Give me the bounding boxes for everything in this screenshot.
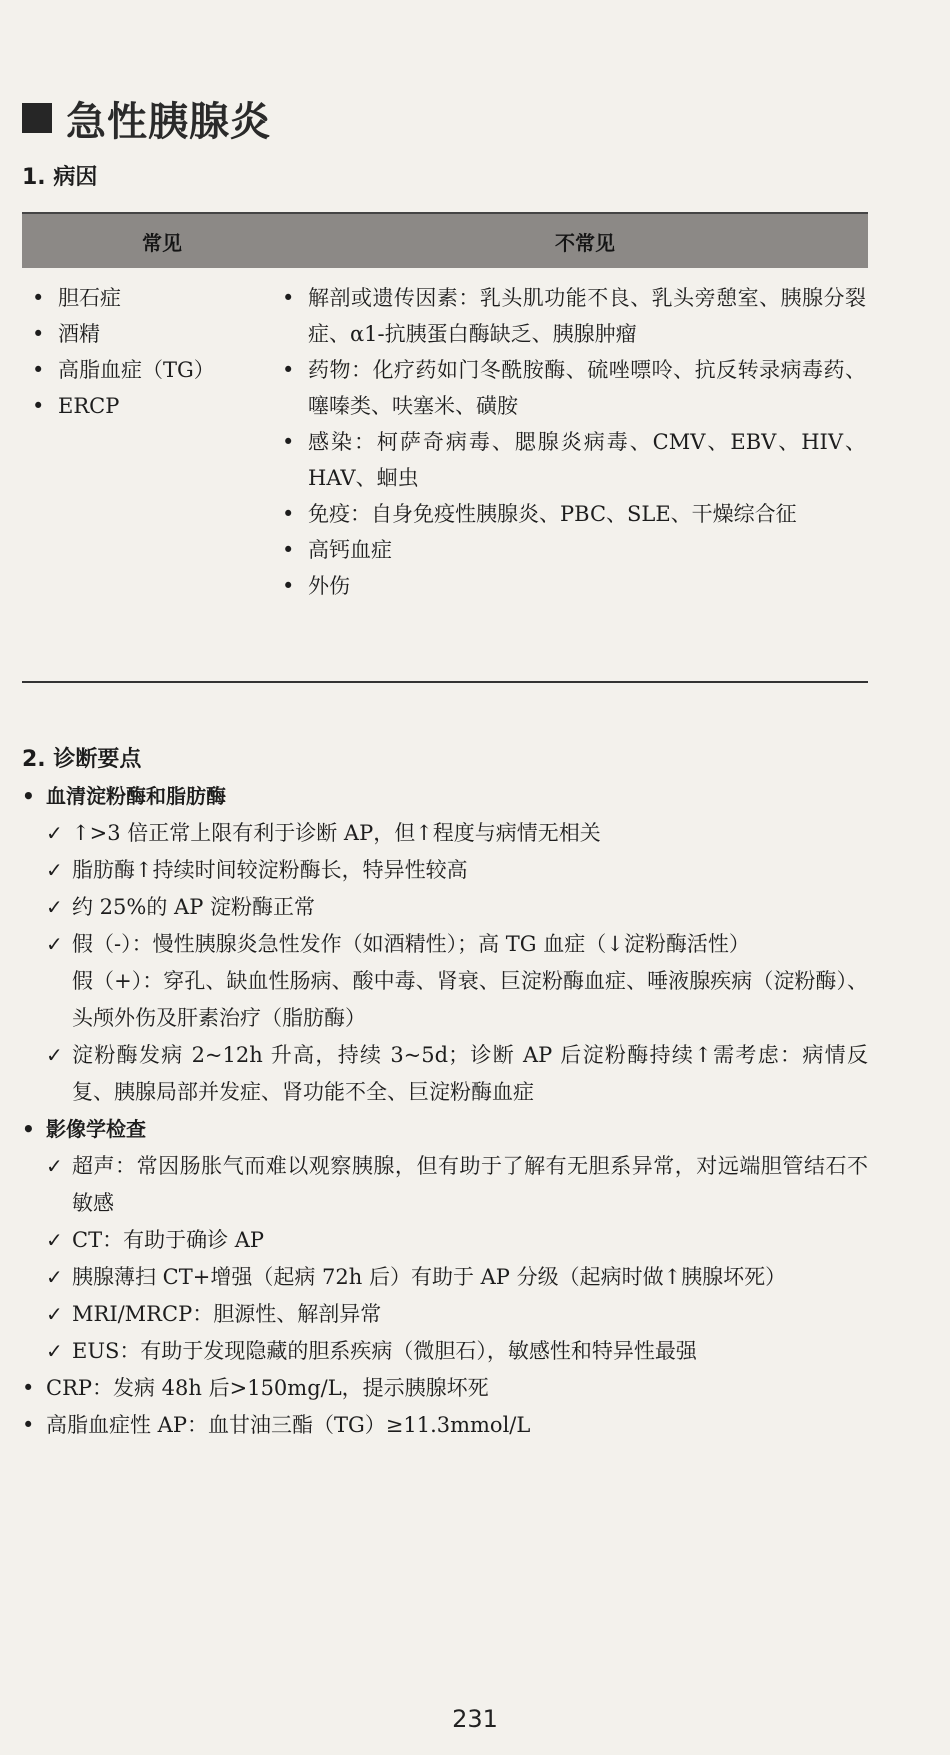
check-item: ✓ 胰腺薄扫 CT+增强（起病 72h 后）有助于 AP 分级（起病时做↑胰腺坏死） <box>22 1259 868 1296</box>
bullet-icon: • <box>32 358 45 382</box>
bullet-icon: • <box>22 1376 35 1400</box>
bullet-icon: • <box>22 1413 35 1437</box>
check-icon: ✓ <box>46 821 63 845</box>
check-icon: ✓ <box>46 895 63 919</box>
bullet-icon: • <box>22 784 35 808</box>
table-body <box>22 268 868 738</box>
list-item: • 解剖或遗传因素：乳头肌功能不良、乳头旁憩室、胰腺分裂症、α1-抗胰蛋白酶缺乏、胰腺肿瘤 <box>282 280 866 352</box>
chapter-title <box>22 88 271 148</box>
etiology-table <box>22 212 868 738</box>
false-positive-text: 假（+）：穿孔、缺血性肠病、酸中毒、肾衰、巨淀粉酶血症、唾液腺疾病（淀粉酶）、头颅外伤及肝素治疗（脂肪酶） <box>72 969 868 1030</box>
list-item: • ERCP <box>32 388 292 424</box>
check-item: ✓ 假（-）：慢性胰腺炎急性发作（如酒精性）；高 TG 血症（↓淀粉酶活性） <box>22 926 868 963</box>
bullet-icon: • <box>282 358 295 382</box>
check-item: ✓ MRI/MRCP：胆源性、解剖异常 <box>22 1296 868 1333</box>
crp-item: • CRP：发病 48h 后>150mg/L，提示胰腺坏死 <box>22 1370 868 1407</box>
check-item: ✓ 脂肪酶↑持续时间较淀粉酶长，特异性较高 <box>22 852 868 889</box>
bullet-icon: • <box>282 574 295 598</box>
lipid-item: • 高脂血症性 AP：血甘油三酯（TG）≥11.3mmol/L <box>22 1407 868 1444</box>
header-common: 常见 <box>142 230 182 255</box>
check-item: ✓ CT：有助于确诊 AP <box>22 1222 868 1259</box>
bullet-icon: • <box>32 322 45 346</box>
check-item: ✓ ↑>3 倍正常上限有利于诊断 AP，但↑程度与病情无相关 <box>22 815 868 852</box>
bullet-icon: • <box>282 538 295 562</box>
section-etiology-heading: 1. 病因 <box>22 165 98 190</box>
enzyme-heading: • 血清淀粉酶和脂肪酶 <box>22 778 868 815</box>
check-item: ✓ 淀粉酶发病 2~12h 升高，持续 3~5d；诊断 AP 后淀粉酶持续↑需考虑：病情反复、胰腺局部并发症、肾功能不全、巨淀粉酶血症 <box>22 1037 868 1111</box>
bullet-icon: • <box>22 1117 35 1141</box>
common-causes-column <box>32 280 292 424</box>
list-item: • 药物：化疗药如门冬酰胺酶、硫唑嘌呤、抗反转录病毒药、噻嗪类、呋塞米、磺胺 <box>282 352 866 424</box>
title-square-icon <box>22 103 52 133</box>
page-number: 231 <box>452 1705 498 1733</box>
bullet-icon: • <box>32 394 45 418</box>
check-icon: ✓ <box>46 1339 63 1363</box>
list-item: • 高钙血症 <box>282 532 866 568</box>
list-item: • 酒精 <box>32 316 292 352</box>
check-item: ✓ EUS：有助于发现隐藏的胆系疾病（微胆石），敏感性和特异性最强 <box>22 1333 868 1370</box>
bullet-icon: • <box>32 286 45 310</box>
diagnosis-list <box>22 778 868 1444</box>
section-diagnosis-heading: 2. 诊断要点 <box>22 747 142 772</box>
check-icon: ✓ <box>46 1265 63 1289</box>
header-uncommon: 不常见 <box>555 230 615 255</box>
list-item: • 胆石症 <box>32 280 292 316</box>
check-item: ✓ 超声：常因肠胀气而难以观察胰腺，但有助于了解有无胆系异常，对远端胆管结石不敏感 <box>22 1148 868 1222</box>
table-header-row <box>22 212 868 268</box>
bullet-icon: • <box>282 430 295 454</box>
list-item: • 感染：柯萨奇病毒、腮腺炎病毒、CMV、EBV、HIV、HAV、蛔虫 <box>282 424 866 496</box>
check-icon: ✓ <box>46 1302 63 1326</box>
chapter-title-text: 急性胰腺炎 <box>66 98 271 145</box>
check-icon: ✓ <box>46 1154 63 1178</box>
bullet-icon: • <box>282 286 295 310</box>
uncommon-causes-column <box>282 280 866 604</box>
list-item: • 高脂血症（TG） <box>32 352 292 388</box>
list-item: • 外伤 <box>282 568 866 604</box>
check-icon: ✓ <box>46 858 63 882</box>
check-icon: ✓ <box>46 1228 63 1252</box>
check-icon: ✓ <box>46 1043 63 1067</box>
table-bottom-rule <box>22 681 868 683</box>
check-icon: ✓ <box>46 932 63 956</box>
imaging-heading: • 影像学检查 <box>22 1111 868 1148</box>
check-item: ✓ 约 25%的 AP 淀粉酶正常 <box>22 889 868 926</box>
bullet-icon: • <box>282 502 295 526</box>
list-item: • 免疫：自身免疫性胰腺炎、PBC、SLE、干燥综合征 <box>282 496 866 532</box>
